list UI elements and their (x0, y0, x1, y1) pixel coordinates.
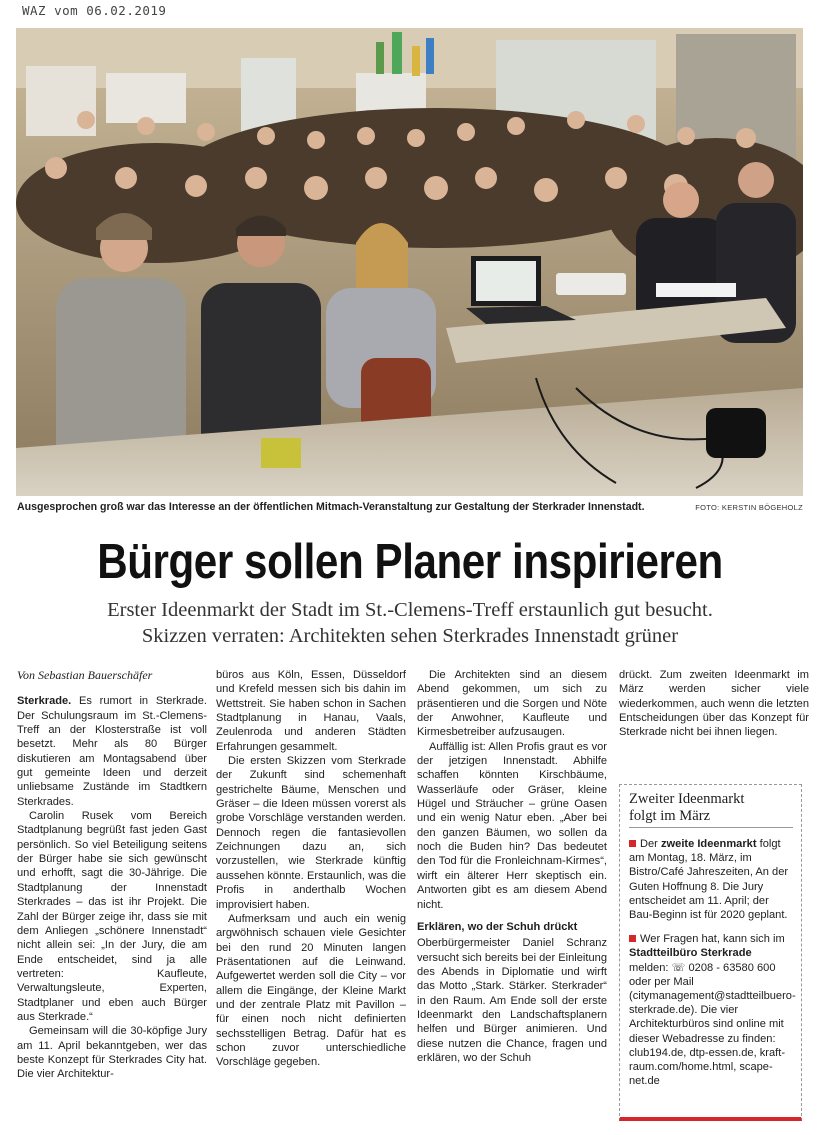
info-text: Der (640, 838, 661, 850)
paragraph: büros aus Köln, Essen, Düsseldorf und Krefeld messen sich bis dahin im Wettstreit. Sie haben schon in Sachen Stadtplanung in Hanau, Vaals, Zeulenroda und anderen Städten Erfahrungen gesammelt. (216, 669, 406, 753)
paragraph: Auffällig ist: Allen Profis graut es vor der jetzigen Innenstadt. Abhilfe schaffen könnten Kirschbäume, Wasserläufe oder Gräser, kleine Hügel und Sträucher – grüne Oasen und ein wenig Natur eben. „Aber bei den ganzen Bäumen, wo sollen da noch die Buden hin? Das bedeutet den Tod für die Fronleichnam-Kirmes“, wirft ein älterer Herr skeptisch ein. Antworten gibt es am diesem Abend nicht. (417, 740, 607, 911)
bullet-icon (629, 935, 636, 942)
photo-caption: Ausgesprochen groß war das Interesse an der öffentlichen Mitmach-Veranstaltung zur Gestaltung der Sterkrader Innenstadt. (17, 501, 645, 513)
info-box-title (629, 791, 793, 828)
subline-1: Erster Ideenmarkt der Stadt im St.-Clemens-Treff erstaunlich gut besucht. (107, 599, 713, 621)
paragraph: Die Architekten sind an diesem Abend gekommen, um sich zu präsentieren und die Sorgen und Nöte der Anwohner, Kaufleute und Kirmesbetreiber aufzusaugen. (417, 669, 607, 739)
source-line: WAZ vom 06.02.2019 (22, 3, 167, 18)
info-text: Wer Fragen hat, kann sich im (640, 933, 785, 946)
dateline: Sterkrade. (17, 695, 72, 708)
column-3 (417, 668, 607, 1065)
subline-2: Skizzen verraten: Architekten sehen Sterkrades Innenstadt grüner (141, 625, 679, 647)
info-item (629, 837, 793, 922)
paragraph: Oberbürgermeister Daniel Schranz versucht sich bereits bei der Einleitung des Abends in Diplomatie und wirft das Motto „Stark. Stärker. Sterkrader“ in den Raum. Am Ende soll der erste Ideenmarkt den Landschaftsplanern helfen und Bürger animieren. Und diese nutzen die Chance, fragen und erklären, wo der Schuh (417, 937, 607, 1064)
info-text: melden: ☏ 0208 - 63580 600 oder per Mail (citymanagement@stadtteilbuero-sterkrade.de). Die vier Architekturbüros sind online mit dieser Webadresse zu finden: club194.de, dtp-essen.de, kraft-raum.com/home.html, scape-net.de (629, 961, 796, 1088)
info-bold: Stadtteilbüro Sterkrade (629, 947, 752, 960)
author: Von Sebastian Bauerschäfer (17, 668, 153, 682)
article-photo (16, 28, 803, 496)
column-4 (619, 668, 809, 740)
info-text: folgt am Montag, 18. März, im Bistro/Café Jahreszeiten, An der Guten Hoffnung 8. Die Jury entscheidet am 11. April; der Bau-Beginn ist für 2020 geplant. (629, 838, 789, 922)
paragraph (17, 694, 207, 809)
paragraph: Carolin Rusek vom Bereich Stadtplanung begrüßt fast jeden Gast persönlich. So viel Beteiligung seitens der Bürger habe sie sich gewünscht und erhofft, sagt die 30-Jährige. Die Stadtplanung der Innenstadt Sterkrades – das ist ihr Projekt. Die Zahl der Bürger zeige ihr, dass sie mit dem Anliegen „schönere Innenstadt“ nicht allein sei: „In der Jury, die am Ende entscheidet, sind ja alle vertreten: Kaufleute, Verwaltungsleute, Experten, Stadtplaner und eben auch Bürger aus Sterkrade.“ (17, 810, 207, 1023)
info-bold: zweite Ideenmarkt (660, 838, 757, 850)
photo-credit: FOTO: KERSTIN BÖGEHOLZ (695, 503, 803, 512)
info-item (629, 932, 796, 1088)
paragraph-text: Es rumort in Sterkrade. Der Schulungsraum im St.-Clemens-Treff an der Klosterstraße ist voll besetzt. Mehr als 80 Bürger diskutieren am Montagsabend über gut gemeinte Ideen und derzeit unliebsame Zustände im Stadtkern Sterkrades. (17, 695, 207, 808)
column-1 (17, 668, 207, 1082)
info-title-line: Zweiter Ideenmarkt (629, 791, 745, 807)
column-2 (216, 668, 406, 1070)
paragraph: Aufmerksam und auch ein wenig argwöhnisch schauen viele Gesichter bei den rund 20 Minuten langen Präsentationen auf die Leinwand. Aufgewertet werden soll die City – vor allem die Eingänge, der Kleine Markt und der zentrale Platz mit Pavillon – für einen noch nicht definierten sechsstelligen Betrag. Dafür hat es schon zuvor unterschiedliche Vorschläge gegeben. (216, 912, 406, 1069)
paragraph: drückt. Zum zweiten Ideenmarkt im März werden sicher viele wiederkommen, auch wenn die letzten Entscheidungen über das Konzept für Sterkrade nicht bei ihnen liegen. (619, 669, 809, 739)
bullet-icon (629, 840, 636, 847)
headline: Bürger sollen Planer inspirieren (97, 535, 723, 589)
subheading: Erklären, wo der Schuh drückt (417, 920, 578, 933)
info-box (619, 784, 802, 1121)
paragraph: Die ersten Skizzen vom Sterkrade der Zukunft sind schemenhaft gestrichelte Bäume, Menschen und Gräser – die Ideen müssen vorerst als grobe Vorschläge verstanden werden. Dennoch regen die fantasievollen Zeichnungen dazu an, sich vorzustellen, wie Sterkrade künftig aussehen könnte. Erstaunlich, was die Profis in anderthalb Wochen improvisiert haben. (216, 755, 406, 911)
info-title-line: folgt im März (629, 807, 711, 824)
paragraph: Gemeinsam will die 30-köpfige Jury am 11. April bekanntgeben, wer das beste Konzept für Sterkrades City hat. Die vier Architektur- (17, 1025, 207, 1081)
